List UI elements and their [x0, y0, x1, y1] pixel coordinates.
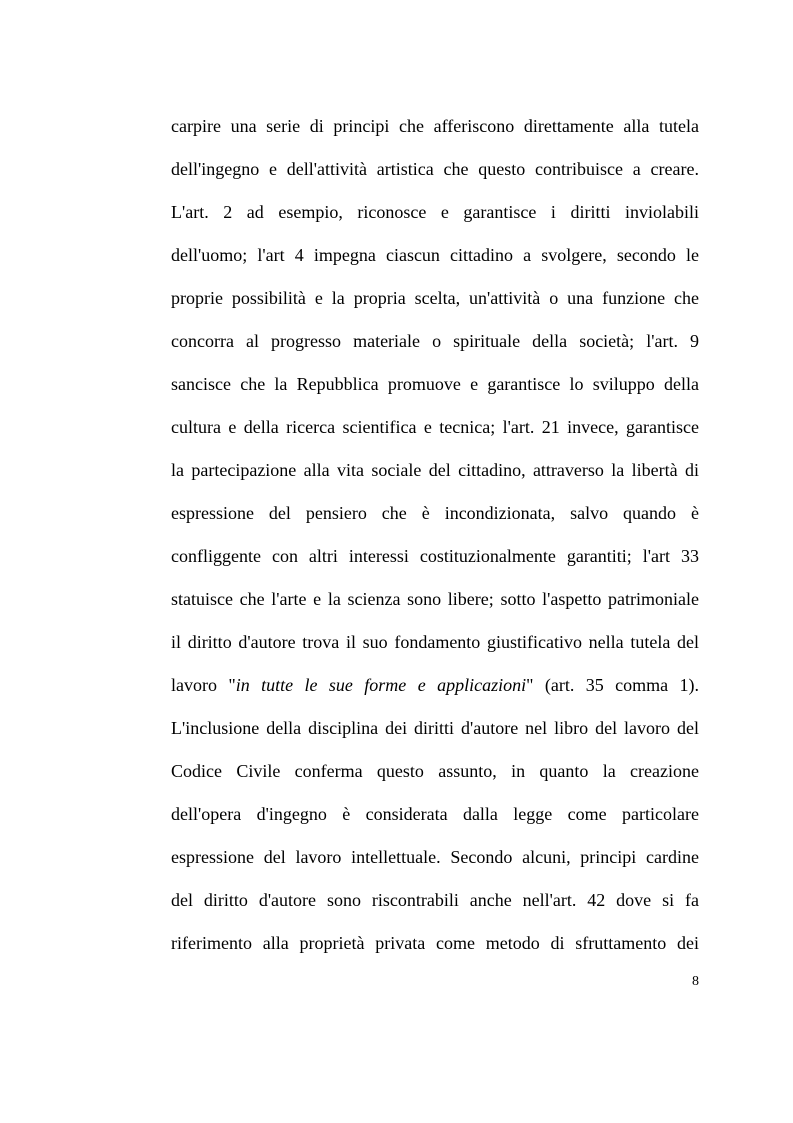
- text-line: il diritto d'autore trova il suo fondamento giustificativo nella tutela del: [171, 632, 699, 652]
- text-line: Codice Civile conferma questo assunto, in quanto la creazione: [171, 761, 699, 781]
- text-line: L'inclusione della disciplina dei diritti d'autore nel libro del lavoro del: [171, 718, 699, 738]
- body-text: [171, 105, 699, 965]
- text-line: statuisce che l'arte e la scienza sono libere; sotto l'aspetto patrimoniale: [171, 589, 699, 609]
- text-line: dell'uomo; l'art 4 impegna ciascun cittadino a svolgere, secondo le: [171, 245, 699, 265]
- text-line: del diritto d'autore sono riscontrabili anche nell'art. 42 dove si fa: [171, 890, 699, 910]
- text-line: cultura e della ricerca scientifica e tecnica; l'art. 21 invece, garantisce: [171, 417, 699, 437]
- text-line: proprie possibilità e la propria scelta, un'attività o una funzione che: [171, 288, 699, 308]
- text-line: espressione del pensiero che è incondizionata, salvo quando è: [171, 503, 699, 523]
- text-line: L'art. 2 ad esempio, riconosce e garantisce i diritti inviolabili: [171, 202, 699, 222]
- text-line: concorra al progresso materiale o spirituale della società; l'art. 9: [171, 331, 699, 351]
- text-line: dell'ingegno e dell'attività artistica che questo contribuisce a creare.: [171, 159, 699, 179]
- text-line: dell'opera d'ingegno è considerata dalla legge come particolare: [171, 804, 699, 824]
- text-segment: lavoro ": [171, 675, 236, 695]
- page-number: 8: [692, 974, 699, 989]
- text-line: espressione del lavoro intellettuale. Secondo alcuni, principi cardine: [171, 847, 699, 867]
- italic-quote: in tutte le sue forme e applicazioni: [235, 675, 527, 695]
- text-line: riferimento alla proprietà privata come metodo di sfruttamento dei: [171, 933, 699, 953]
- text-line-with-italic: [171, 664, 699, 707]
- text-line: sancisce che la Repubblica promuove e garantisce lo sviluppo della: [171, 374, 699, 394]
- text-segment: " (art. 35 comma 1).: [526, 675, 699, 695]
- text-line: la partecipazione alla vita sociale del cittadino, attraverso la libertà di: [171, 460, 699, 480]
- text-line: carpire una serie di principi che afferiscono direttamente alla tutela: [171, 116, 699, 136]
- text-line: confliggente con altri interessi costituzionalmente garantiti; l'art 33: [171, 546, 699, 566]
